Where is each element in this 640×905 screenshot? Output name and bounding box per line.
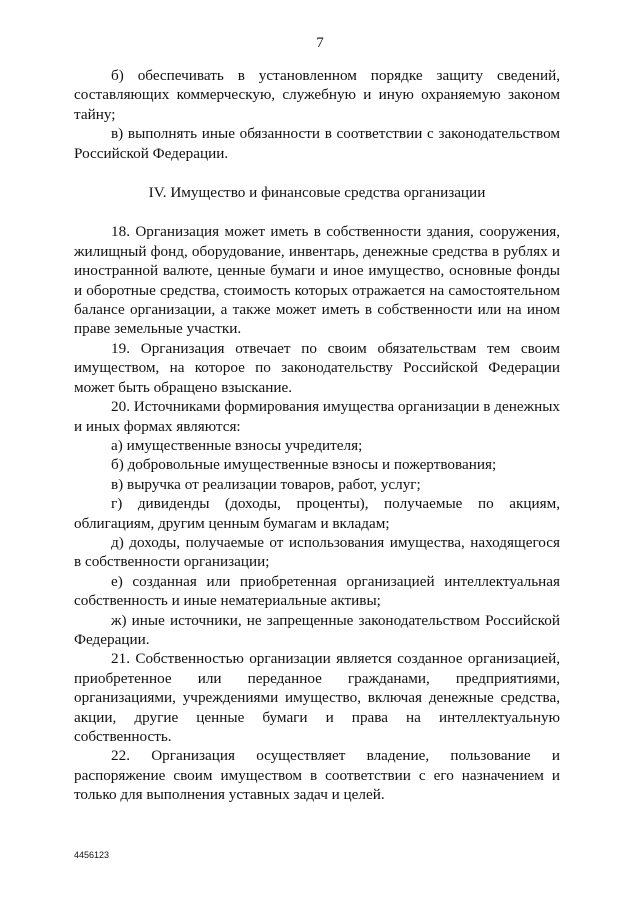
list-item-g: г) дивиденды (доходы, проценты), получаемые по акциям, облигациям, другим ценным бумагам и вкладам; (74, 495, 560, 532)
paragraph-21: 21. Собственностью организации является созданное организацией, приобретенное или переданное гражданами, предприятиями, организациями, учреждениями имущество, включая денежные средства, акции, другие ценные бумаги и права на интеллектуальную собственность. (74, 650, 560, 745)
section-heading: IV. Имущество и финансовые средства организации (148, 184, 486, 202)
list-item-b: б) добровольные имущественные взносы и пожертвования; (111, 456, 497, 474)
paragraph-v-other-duties: в) выполнять иные обязанности в соответствии с законодательством Российской Федерации. (74, 125, 560, 162)
paragraph-19: 19. Организация отвечает по своим обязательствам тем своим имуществом, на которое по законодательству Российской Федерации может быть обращено взыскание. (74, 339, 560, 396)
paragraph-20: 20. Источниками формирования имущества организации в денежных и иных формах являются: (74, 398, 561, 435)
page-number: 7 (316, 35, 324, 51)
document-body (74, 66, 560, 805)
list-item-d: д) доходы, получаемые от использования имущества, находящегося в собственности организации; (74, 533, 560, 571)
list-item-a: а) имущественные взносы учредителя; (111, 436, 363, 454)
paragraph-22: 22. Организация осуществляет владение, пользование и распоряжение своим имуществом в соответствии с его назначением и только для выполнения уставных задач и целей. (74, 747, 560, 804)
paragraph-b-protect-info: б) обеспечивать в установленном порядке защиту сведений, составляющих коммерческую, служебную и иную охраняемую законом тайну; (74, 67, 560, 123)
document-code: 4456123 (74, 850, 110, 860)
paragraph-18: 18. Организация может иметь в собственности здания, сооружения, жилищный фонд, оборудование, инвентарь, денежные средства в рублях и иностранной валюте, ценные бумаги и иное имущество, основные фонды и оборотные средства, стоимость которых отражается на самостоятельном балансе организации, а также может иметь в собственности или на ином праве земельные участки. (74, 223, 560, 338)
list-item-e: е) созданная или приобретенная организацией интеллектуальная собственность и иные нематериальные активы; (74, 572, 560, 610)
list-item-zh: ж) иные источники, не запрещенные законодательством Российской Федерации. (74, 611, 560, 648)
list-item-v: в) выручка от реализации товаров, работ, услуг; (111, 475, 421, 493)
